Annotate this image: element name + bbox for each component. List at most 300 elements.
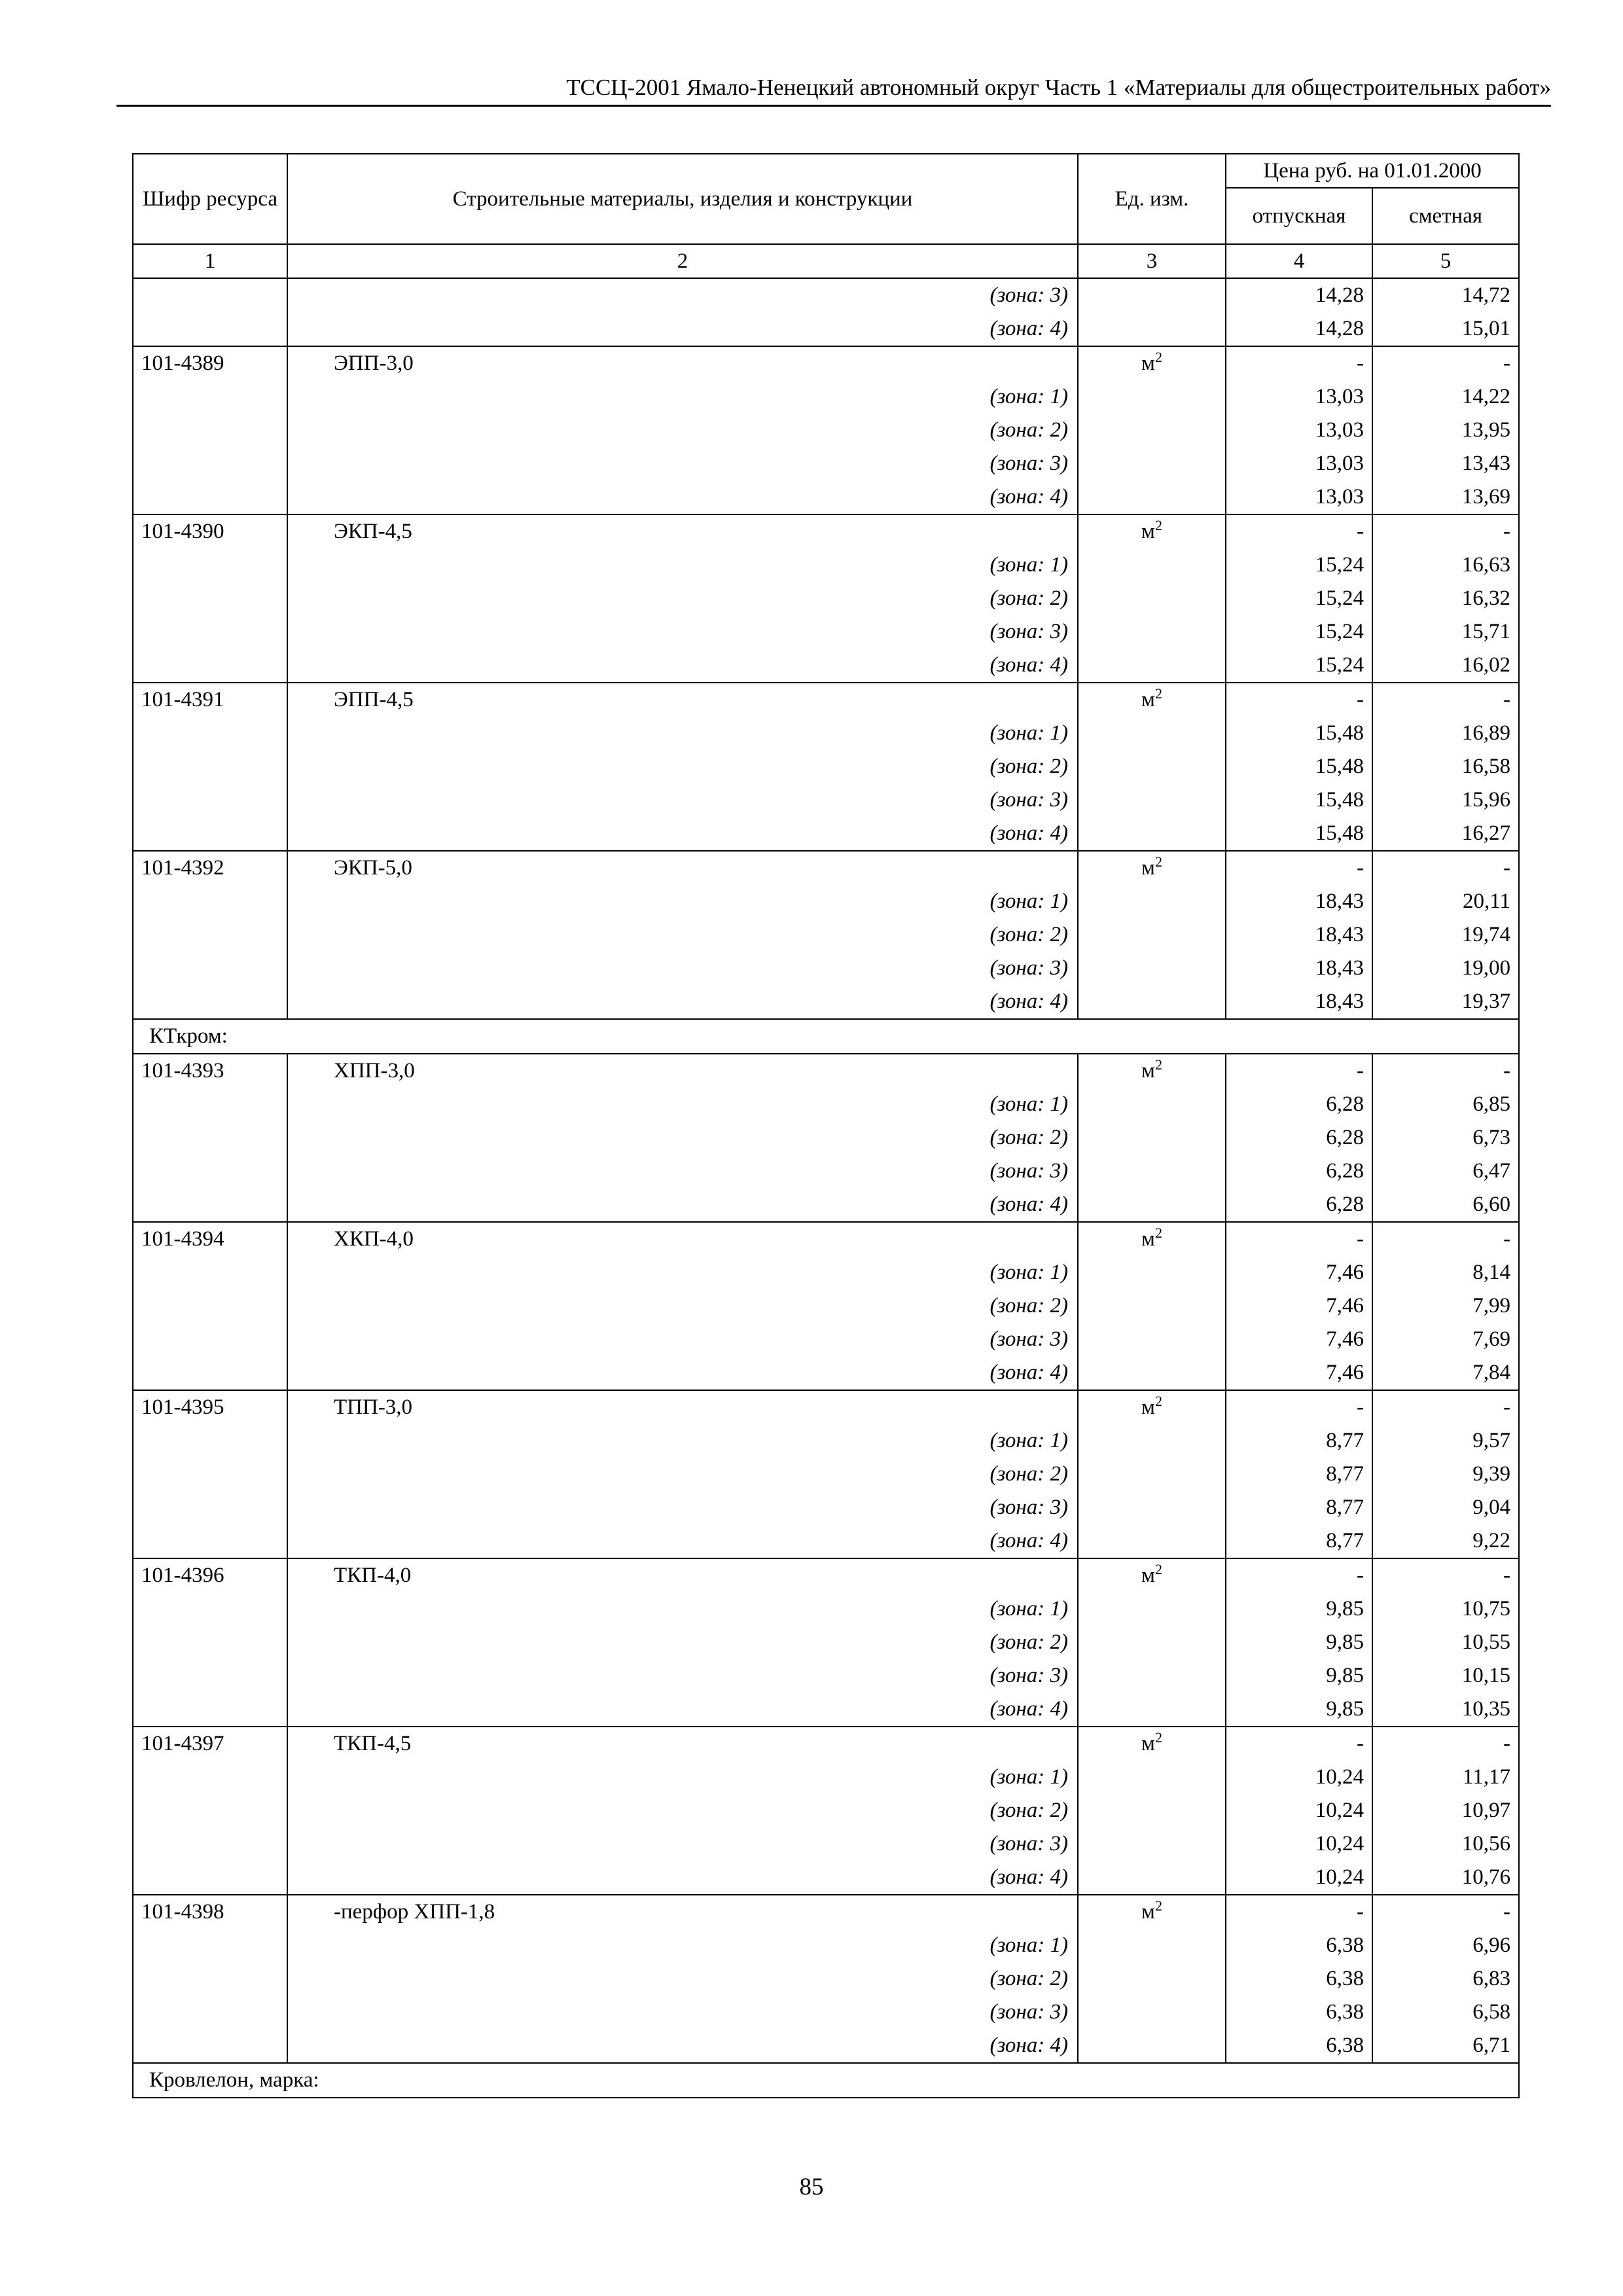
- zone-label: (зона: 4): [287, 1188, 1078, 1222]
- unit-cell: [1078, 1222, 1226, 1256]
- estimate-price: 9,57: [1372, 1424, 1519, 1458]
- resource-code: [133, 649, 287, 683]
- unit-text: м: [1141, 1395, 1155, 1419]
- zone-label: (зона: 2): [287, 1458, 1078, 1491]
- item-row: [133, 1054, 1519, 1088]
- zone-label: (зона: 1): [287, 1088, 1078, 1121]
- resource-code: [133, 1827, 287, 1861]
- zone-label: (зона: 1): [287, 1929, 1078, 1962]
- unit-cell: [1078, 2029, 1226, 2063]
- estimate-price: -: [1372, 1222, 1519, 1256]
- unit-text: м: [1141, 688, 1155, 711]
- header-name: Строительные материалы, изделия и конструкции: [287, 154, 1078, 244]
- estimate-price: 16,27: [1372, 817, 1519, 851]
- release-price: 15,48: [1226, 783, 1372, 817]
- unit-cell: [1078, 952, 1226, 985]
- resource-code: [133, 1121, 287, 1155]
- release-price: 7,46: [1226, 1289, 1372, 1323]
- zone-label: (зона: 4): [287, 1524, 1078, 1558]
- release-price: 13,03: [1226, 480, 1372, 514]
- zone-row: [133, 717, 1519, 750]
- release-price: 15,24: [1226, 548, 1372, 582]
- item-row: [133, 683, 1519, 717]
- unit-cell: [1078, 1256, 1226, 1289]
- release-price: 6,38: [1226, 1929, 1372, 1962]
- release-price: -: [1226, 1054, 1372, 1088]
- header-col-number: 3: [1078, 244, 1226, 278]
- estimate-price: -: [1372, 1558, 1519, 1592]
- page-number: 85: [799, 2174, 824, 2200]
- material-name: ТКП-4,0: [287, 1558, 1078, 1592]
- resource-code: [133, 1996, 287, 2029]
- resource-code: [133, 1524, 287, 1558]
- resource-code: [133, 750, 287, 783]
- zone-row: [133, 1962, 1519, 1996]
- estimate-price: 6,58: [1372, 1996, 1519, 2029]
- zone-label: (зона: 3): [287, 1491, 1078, 1524]
- resource-code: [133, 1491, 287, 1524]
- unit-cell: [1078, 1827, 1226, 1861]
- zone-label: (зона: 4): [287, 649, 1078, 683]
- unit-cell: [1078, 750, 1226, 783]
- zone-label: (зона: 3): [287, 783, 1078, 817]
- zone-label: (зона: 2): [287, 1626, 1078, 1659]
- zone-row: [133, 1861, 1519, 1895]
- resource-code: [133, 2029, 287, 2063]
- estimate-price: 19,74: [1372, 918, 1519, 952]
- resource-code: 101-4391: [133, 683, 287, 717]
- zone-label: (зона: 3): [287, 278, 1078, 312]
- resource-code: [133, 615, 287, 649]
- estimate-price: 6,47: [1372, 1155, 1519, 1188]
- material-name: ХКП-4,0: [287, 1222, 1078, 1256]
- zone-row: [133, 1256, 1519, 1289]
- unit-text: м: [1141, 351, 1155, 375]
- zone-label: (зона: 3): [287, 1155, 1078, 1188]
- release-price: 15,48: [1226, 817, 1372, 851]
- resource-code: [133, 380, 287, 414]
- unit-text: м: [1141, 1059, 1155, 1083]
- estimate-price: -: [1372, 1054, 1519, 1088]
- zone-row: [133, 480, 1519, 514]
- unit-cell: [1078, 1054, 1226, 1088]
- header-col-number: 5: [1372, 244, 1519, 278]
- resource-code: [133, 278, 287, 312]
- release-price: 6,38: [1226, 1962, 1372, 1996]
- resource-code: [133, 1592, 287, 1626]
- resource-code: [133, 918, 287, 952]
- unit-exponent: 2: [1154, 349, 1162, 365]
- zone-label: (зона: 1): [287, 1256, 1078, 1289]
- unit-cell: [1078, 1458, 1226, 1491]
- unit-cell: [1078, 1592, 1226, 1626]
- unit-text: м: [1141, 1227, 1155, 1251]
- price-table: [132, 153, 1520, 2098]
- zone-label: (зона: 1): [287, 1424, 1078, 1458]
- material-name: ЭКП-4,5: [287, 514, 1078, 548]
- resource-code: 101-4393: [133, 1054, 287, 1088]
- material-name: ХПП-3,0: [287, 1054, 1078, 1088]
- zone-row: [133, 1424, 1519, 1458]
- resource-code: [133, 1289, 287, 1323]
- estimate-price: 6,60: [1372, 1188, 1519, 1222]
- zone-row: [133, 1458, 1519, 1491]
- release-price: -: [1226, 514, 1372, 548]
- zone-label: (зона: 4): [287, 817, 1078, 851]
- unit-cell: [1078, 1323, 1226, 1356]
- section-row: [133, 2063, 1519, 2098]
- estimate-price: 6,85: [1372, 1088, 1519, 1121]
- unit-text: м: [1141, 1732, 1155, 1755]
- resource-code: 101-4392: [133, 851, 287, 885]
- zone-label: (зона: 1): [287, 885, 1078, 918]
- unit-cell: [1078, 649, 1226, 683]
- unit-cell: [1078, 1088, 1226, 1121]
- zone-row: [133, 1356, 1519, 1390]
- unit-cell: [1078, 1289, 1226, 1323]
- unit-text: м: [1141, 856, 1155, 880]
- zone-row: [133, 952, 1519, 985]
- zone-row: [133, 1592, 1519, 1626]
- release-price: -: [1226, 1895, 1372, 1929]
- estimate-price: 7,84: [1372, 1356, 1519, 1390]
- zone-label: (зона: 2): [287, 1962, 1078, 1996]
- estimate-price: 14,72: [1372, 278, 1519, 312]
- release-price: 9,85: [1226, 1626, 1372, 1659]
- resource-code: [133, 1188, 287, 1222]
- estimate-price: -: [1372, 683, 1519, 717]
- zone-row: [133, 615, 1519, 649]
- estimate-price: 10,55: [1372, 1626, 1519, 1659]
- zone-label: (зона: 1): [287, 717, 1078, 750]
- estimate-price: 7,99: [1372, 1289, 1519, 1323]
- estimate-price: 9,04: [1372, 1491, 1519, 1524]
- item-row: [133, 1558, 1519, 1592]
- item-row: [133, 1222, 1519, 1256]
- resource-code: [133, 1962, 287, 1996]
- unit-exponent: 2: [1154, 1056, 1162, 1073]
- estimate-price: 10,76: [1372, 1861, 1519, 1895]
- estimate-price: 16,89: [1372, 717, 1519, 750]
- zone-row: [133, 582, 1519, 615]
- resource-code: [133, 447, 287, 480]
- unit-exponent: 2: [1154, 1561, 1162, 1577]
- zone-label: (зона: 4): [287, 312, 1078, 346]
- unit-cell: [1078, 717, 1226, 750]
- zone-label: (зона: 3): [287, 952, 1078, 985]
- item-row: [133, 346, 1519, 380]
- estimate-price: 10,56: [1372, 1827, 1519, 1861]
- unit-cell: [1078, 1659, 1226, 1693]
- unit-cell: [1078, 480, 1226, 514]
- zone-row: [133, 1996, 1519, 2029]
- zone-label: (зона: 4): [287, 2029, 1078, 2063]
- release-price: -: [1226, 683, 1372, 717]
- release-price: 18,43: [1226, 985, 1372, 1019]
- resource-code: 101-4394: [133, 1222, 287, 1256]
- unit-cell: [1078, 1861, 1226, 1895]
- resource-code: [133, 312, 287, 346]
- section-row: [133, 1019, 1519, 1054]
- unit-exponent: 2: [1154, 853, 1162, 870]
- material-name: -перфор ХПП-1,8: [287, 1895, 1078, 1929]
- unit-cell: [1078, 1356, 1226, 1390]
- header-col-number: 1: [133, 244, 287, 278]
- item-row: [133, 1727, 1519, 1761]
- release-price: 13,03: [1226, 380, 1372, 414]
- estimate-price: 16,02: [1372, 649, 1519, 683]
- estimate-price: 13,95: [1372, 414, 1519, 447]
- header-unit: Ед. изм.: [1078, 154, 1226, 244]
- release-price: 8,77: [1226, 1424, 1372, 1458]
- zone-label: (зона: 2): [287, 1289, 1078, 1323]
- header-estimate-price: сметная: [1372, 188, 1519, 244]
- resource-code: [133, 1761, 287, 1794]
- resource-code: [133, 817, 287, 851]
- resource-code: [133, 582, 287, 615]
- unit-cell: [1078, 447, 1226, 480]
- unit-exponent: 2: [1154, 1897, 1162, 1914]
- zone-label: (зона: 3): [287, 615, 1078, 649]
- estimate-price: 20,11: [1372, 885, 1519, 918]
- estimate-price: 10,35: [1372, 1693, 1519, 1727]
- item-row: [133, 851, 1519, 885]
- release-price: 8,77: [1226, 1491, 1372, 1524]
- estimate-price: 10,97: [1372, 1794, 1519, 1827]
- unit-cell: [1078, 1155, 1226, 1188]
- zone-row: [133, 447, 1519, 480]
- estimate-price: 6,71: [1372, 2029, 1519, 2063]
- material-name: ЭКП-5,0: [287, 851, 1078, 885]
- unit-cell: [1078, 278, 1226, 312]
- estimate-price: 19,00: [1372, 952, 1519, 985]
- unit-cell: [1078, 1558, 1226, 1592]
- unit-exponent: 2: [1154, 517, 1162, 533]
- resource-code: 101-4390: [133, 514, 287, 548]
- release-price: 18,43: [1226, 885, 1372, 918]
- unit-cell: [1078, 851, 1226, 885]
- unit-cell: [1078, 1626, 1226, 1659]
- resource-code: [133, 1458, 287, 1491]
- resource-code: [133, 885, 287, 918]
- zone-row: [133, 1626, 1519, 1659]
- zone-label: (зона: 3): [287, 1323, 1078, 1356]
- zone-label: (зона: 1): [287, 1761, 1078, 1794]
- release-price: 18,43: [1226, 918, 1372, 952]
- release-price: 10,24: [1226, 1761, 1372, 1794]
- estimate-price: 13,69: [1372, 480, 1519, 514]
- unit-cell: [1078, 414, 1226, 447]
- unit-exponent: 2: [1154, 1393, 1162, 1409]
- zone-row: [133, 817, 1519, 851]
- zone-row: [133, 783, 1519, 817]
- zone-label: (зона: 4): [287, 1861, 1078, 1895]
- unit-cell: [1078, 582, 1226, 615]
- release-price: 9,85: [1226, 1693, 1372, 1727]
- unit-cell: [1078, 1424, 1226, 1458]
- resource-code: 101-4397: [133, 1727, 287, 1761]
- unit-cell: [1078, 683, 1226, 717]
- zone-row: [133, 885, 1519, 918]
- release-price: -: [1226, 851, 1372, 885]
- estimate-price: 16,63: [1372, 548, 1519, 582]
- zone-label: (зона: 4): [287, 1356, 1078, 1390]
- release-price: -: [1226, 1390, 1372, 1424]
- resource-code: [133, 1929, 287, 1962]
- estimate-price: -: [1372, 1895, 1519, 1929]
- resource-code: [133, 1693, 287, 1727]
- unit-cell: [1078, 1524, 1226, 1558]
- unit-cell: [1078, 514, 1226, 548]
- running-header: ТССЦ-2001 Ямало-Ненецкий автономный округ Часть 1 «Материалы для общестроительных работ»: [566, 75, 1551, 100]
- unit-cell: [1078, 548, 1226, 582]
- release-price: -: [1226, 1222, 1372, 1256]
- estimate-price: 10,75: [1372, 1592, 1519, 1626]
- material-name: ТКП-4,5: [287, 1727, 1078, 1761]
- resource-code: [133, 480, 287, 514]
- header-code: Шифр ресурса: [133, 154, 287, 244]
- estimate-price: 11,17: [1372, 1761, 1519, 1794]
- zone-row: [133, 985, 1519, 1019]
- resource-code: [133, 952, 287, 985]
- resource-code: 101-4395: [133, 1390, 287, 1424]
- zone-row: [133, 1794, 1519, 1827]
- release-price: 9,85: [1226, 1592, 1372, 1626]
- unit-cell: [1078, 783, 1226, 817]
- estimate-price: -: [1372, 1390, 1519, 1424]
- zone-row: [133, 2029, 1519, 2063]
- unit-cell: [1078, 312, 1226, 346]
- zone-row: [133, 649, 1519, 683]
- estimate-price: 15,01: [1372, 312, 1519, 346]
- unit-cell: [1078, 1794, 1226, 1827]
- zone-label: (зона: 3): [287, 1996, 1078, 2029]
- resource-code: [133, 717, 287, 750]
- estimate-price: -: [1372, 514, 1519, 548]
- release-price: 6,28: [1226, 1188, 1372, 1222]
- zone-row: [133, 1827, 1519, 1861]
- release-price: -: [1226, 1727, 1372, 1761]
- zone-label: (зона: 2): [287, 1794, 1078, 1827]
- release-price: 6,28: [1226, 1155, 1372, 1188]
- zone-label: (зона: 2): [287, 582, 1078, 615]
- release-price: 18,43: [1226, 952, 1372, 985]
- header-col-number: 2: [287, 244, 1078, 278]
- unit-cell: [1078, 1996, 1226, 2029]
- estimate-price: 10,15: [1372, 1659, 1519, 1693]
- header-rule: [116, 105, 1551, 107]
- resource-code: [133, 1659, 287, 1693]
- material-name: ЭПП-4,5: [287, 683, 1078, 717]
- release-price: 15,48: [1226, 750, 1372, 783]
- unit-text: м: [1141, 1564, 1155, 1587]
- unit-cell: [1078, 985, 1226, 1019]
- unit-text: м: [1141, 1900, 1155, 1924]
- estimate-price: 8,14: [1372, 1256, 1519, 1289]
- header-price-group: Цена руб. на 01.01.2000: [1226, 154, 1519, 188]
- estimate-price: 6,73: [1372, 1121, 1519, 1155]
- release-price: 15,24: [1226, 649, 1372, 683]
- material-name: ТПП-3,0: [287, 1390, 1078, 1424]
- estimate-price: 13,43: [1372, 447, 1519, 480]
- estimate-price: -: [1372, 346, 1519, 380]
- resource-code: [133, 1356, 287, 1390]
- unit-cell: [1078, 1895, 1226, 1929]
- release-price: 7,46: [1226, 1323, 1372, 1356]
- zone-row: [133, 1088, 1519, 1121]
- unit-exponent: 2: [1154, 1729, 1162, 1746]
- zone-row: [133, 1121, 1519, 1155]
- release-price: 14,28: [1226, 312, 1372, 346]
- resource-code: 101-4396: [133, 1558, 287, 1592]
- unit-cell: [1078, 1121, 1226, 1155]
- item-row: [133, 1895, 1519, 1929]
- zone-label: (зона: 2): [287, 918, 1078, 952]
- resource-code: 101-4389: [133, 346, 287, 380]
- resource-code: [133, 1088, 287, 1121]
- resource-code: [133, 1794, 287, 1827]
- zone-row: [133, 1188, 1519, 1222]
- table-body: [133, 278, 1519, 2098]
- unit-cell: [1078, 1761, 1226, 1794]
- unit-exponent: 2: [1154, 685, 1162, 702]
- unit-cell: [1078, 885, 1226, 918]
- estimate-price: 6,96: [1372, 1929, 1519, 1962]
- unit-cell: [1078, 615, 1226, 649]
- unit-cell: [1078, 1188, 1226, 1222]
- item-row: [133, 1390, 1519, 1424]
- zone-row: [133, 1693, 1519, 1727]
- resource-code: [133, 783, 287, 817]
- estimate-price: -: [1372, 851, 1519, 885]
- release-price: -: [1226, 346, 1372, 380]
- unit-cell: [1078, 817, 1226, 851]
- zone-label: (зона: 3): [287, 1827, 1078, 1861]
- unit-exponent: 2: [1154, 1225, 1162, 1241]
- zone-row: [133, 380, 1519, 414]
- header-col-number: 4: [1226, 244, 1372, 278]
- unit-cell: [1078, 918, 1226, 952]
- zone-label: (зона: 1): [287, 380, 1078, 414]
- estimate-price: 9,39: [1372, 1458, 1519, 1491]
- unit-cell: [1078, 380, 1226, 414]
- zone-row: [133, 548, 1519, 582]
- zone-label: (зона: 1): [287, 1592, 1078, 1626]
- zone-row: [133, 750, 1519, 783]
- zone-label: (зона: 4): [287, 985, 1078, 1019]
- section-label: КТкром:: [133, 1019, 1519, 1054]
- release-price: 8,77: [1226, 1524, 1372, 1558]
- unit-cell: [1078, 1390, 1226, 1424]
- zone-label: (зона: 2): [287, 414, 1078, 447]
- resource-code: [133, 548, 287, 582]
- release-price: 6,28: [1226, 1088, 1372, 1121]
- zone-row: [133, 1524, 1519, 1558]
- unit-text: м: [1141, 520, 1155, 543]
- zone-row: [133, 1761, 1519, 1794]
- release-price: 15,24: [1226, 582, 1372, 615]
- resource-code: [133, 1626, 287, 1659]
- release-price: 6,38: [1226, 1996, 1372, 2029]
- zone-row: [133, 1491, 1519, 1524]
- estimate-price: 15,71: [1372, 615, 1519, 649]
- zone-row: [133, 1659, 1519, 1693]
- zone-row: [133, 1323, 1519, 1356]
- zone-label: (зона: 2): [287, 1121, 1078, 1155]
- zone-row: [133, 414, 1519, 447]
- release-price: 15,24: [1226, 615, 1372, 649]
- resource-code: [133, 1861, 287, 1895]
